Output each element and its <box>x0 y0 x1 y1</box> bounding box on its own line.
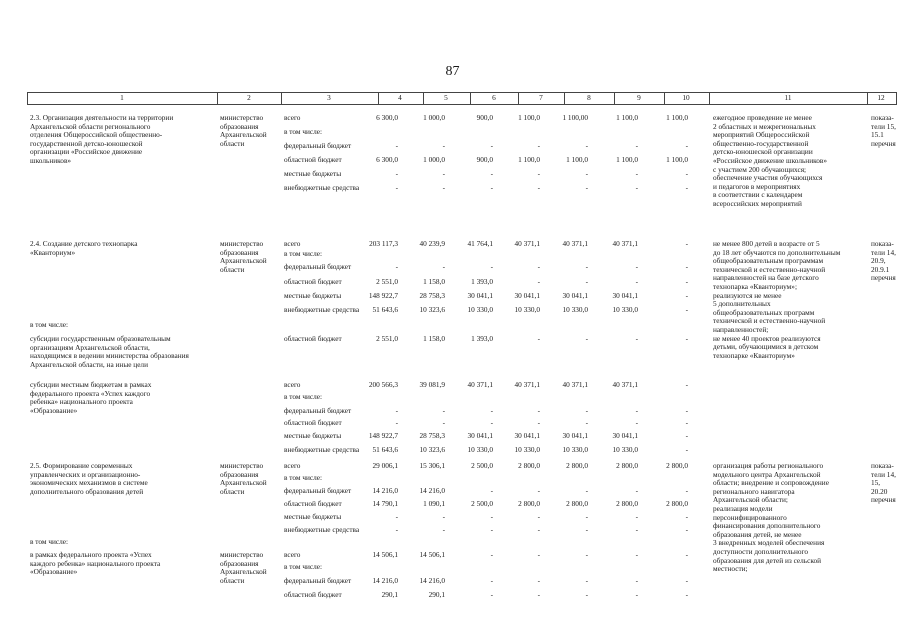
federal-value: - <box>490 486 493 495</box>
total-value: 6 300,0 <box>376 113 398 122</box>
regional-value: 2 800,0 <box>566 499 588 508</box>
local-value: - <box>537 169 540 178</box>
column-header: 10 <box>682 93 690 102</box>
total-value: 1 100,0 <box>616 113 638 122</box>
funding-local-label: местные бюджеты <box>284 431 342 440</box>
column-divider <box>281 92 282 104</box>
funding-regional-label: областной бюджет <box>284 418 342 427</box>
regional-value: 1 100,0 <box>666 155 688 164</box>
regional-value: 2 800,0 <box>616 499 638 508</box>
sub-local-value: 30 041,1 <box>612 431 638 440</box>
column-divider <box>217 92 218 104</box>
regional-value: - <box>585 277 588 286</box>
sub-regional-value: - <box>635 418 638 427</box>
regional-value: - <box>537 277 540 286</box>
sub-regional-value: - <box>395 418 398 427</box>
including-label: в том числе: <box>284 473 323 482</box>
sub-offbudget-value: 10 323,6 <box>419 445 445 454</box>
including-row-label: в том числе: <box>30 537 69 546</box>
regional-value: 14 790,1 <box>372 499 398 508</box>
executor: министерство образования Архангельской области <box>220 239 267 274</box>
sub-regional-value: 2 551,0 <box>376 334 398 343</box>
federal-value: - <box>537 262 540 271</box>
regional-value: 2 500,0 <box>471 499 493 508</box>
offbudget-value: - <box>442 525 445 534</box>
sub-local-value: 30 041,1 <box>562 431 588 440</box>
offbudget-value: - <box>490 525 493 534</box>
federal-value: - <box>395 141 398 150</box>
local-value: - <box>490 512 493 521</box>
federal-value: - <box>685 262 688 271</box>
indicators: показа- тели 15, 15.1 перечня <box>871 113 896 148</box>
total-value: 15 306,1 <box>419 461 445 470</box>
offbudget-value: - <box>685 525 688 534</box>
item-name: 2.4. Создание детского технопарка «Кванториум» <box>30 239 138 257</box>
federal-value: 14 216,0 <box>419 486 445 495</box>
expected-result: не менее 800 детей в возрасте от 5 до 18 лет обучаются по дополнительным общеобразовательным программам технической и естественно-научной направленностей на базе детского технопарка «Кванториум»; реализуются не менее 5 дополнительных общеобразовательных программ технической и естественно-научной направленностей; не менее 40 проектов реализуются детьми, обучающимися в детском технопарке «Кванториум» <box>713 239 841 360</box>
sub-regional-value: - <box>635 334 638 343</box>
local-value: - <box>585 512 588 521</box>
column-header: 11 <box>784 93 792 102</box>
sub-offbudget-value: 10 330,0 <box>562 445 588 454</box>
column-divider <box>709 92 710 104</box>
offbudget-value: - <box>685 183 688 192</box>
item-name: 2.3. Организация деятельности на территории Архангельской области регионального отделения Общероссийской общественно- государственной детско-юношеской организации «Российское движение школьников» <box>30 113 174 165</box>
sub-total-value: 14 506,1 <box>372 550 398 559</box>
sub-regional-value: - <box>537 418 540 427</box>
total-value: 29 006,1 <box>372 461 398 470</box>
total-value: 40 371,1 <box>562 239 588 248</box>
column-divider <box>378 92 379 104</box>
sub-total-value: 40 371,1 <box>514 380 540 389</box>
sub-federal-value: - <box>585 406 588 415</box>
column-header: 12 <box>877 93 885 102</box>
offbudget-value: 10 323,6 <box>419 305 445 314</box>
regional-value: 2 800,0 <box>666 499 688 508</box>
local-value: - <box>635 169 638 178</box>
item-name: 2.5. Формирование современных управленческих и организационно- экономических механизмов в системе дополнительного образования детей <box>30 461 148 496</box>
federal-value: - <box>442 141 445 150</box>
funding-federal-label: федеральный бюджет <box>284 486 352 495</box>
sub-local-value: 148 922,7 <box>368 431 398 440</box>
sub-federal-value: - <box>537 406 540 415</box>
sub-federal-value: - <box>537 576 540 585</box>
executor: министерство образования Архангельской области <box>220 461 267 496</box>
offbudget-value: - <box>537 525 540 534</box>
total-value: 40 371,1 <box>514 239 540 248</box>
regional-value: 1 100,0 <box>566 155 588 164</box>
column-header: 5 <box>444 93 448 102</box>
federal-value: - <box>442 262 445 271</box>
federal-value: - <box>395 262 398 271</box>
sub-regional-value: - <box>685 334 688 343</box>
sub-regional-value: - <box>490 590 493 599</box>
sub-regional-value: 1 393,0 <box>471 334 493 343</box>
sub-regional-value: - <box>585 418 588 427</box>
local-value: 30 041,1 <box>612 291 638 300</box>
funding-local-label: местные бюджеты <box>284 169 342 178</box>
sub-regional-value: - <box>442 418 445 427</box>
including-label: в том числе: <box>284 249 323 258</box>
column-divider <box>518 92 519 104</box>
total-value: 2 800,0 <box>566 461 588 470</box>
expected-result: ежегодное проведение не менее 2 областных и межрегиональных мероприятий Общероссийской общественно-государственной детско-юношеской организации «Российское движение школьников» с участием 200 обучающихся; обеспечение участия обучающихся и педагогов в мероприятиях в соответствии с календарем всероссийских мероприятий <box>713 113 828 208</box>
federal-value: - <box>537 141 540 150</box>
header-row-border <box>27 104 897 105</box>
federal-value: - <box>585 141 588 150</box>
regional-value: 1 100,0 <box>518 155 540 164</box>
offbudget-value: - <box>585 525 588 534</box>
column-header: 9 <box>637 93 641 102</box>
funding-federal-label: федеральный бюджет <box>284 141 352 150</box>
column-header: 7 <box>539 93 543 102</box>
regional-value: 2 800,0 <box>518 499 540 508</box>
regional-value: 1 158,0 <box>423 277 445 286</box>
sub-total-value: - <box>585 550 588 559</box>
sub-offbudget-value: 10 330,0 <box>467 445 493 454</box>
local-value: 30 041,1 <box>467 291 493 300</box>
column-header: 3 <box>327 93 331 102</box>
funding-total-label: всего <box>284 239 301 248</box>
funding-regional-label: областной бюджет <box>284 334 342 343</box>
regional-value: 1 090,1 <box>423 499 445 508</box>
sub-federal-value: - <box>490 576 493 585</box>
offbudget-value: 10 330,0 <box>612 305 638 314</box>
sub-total-value: 40 371,1 <box>562 380 588 389</box>
federal-value: - <box>635 262 638 271</box>
sub-federal-value: - <box>585 576 588 585</box>
funding-regional-label: областной бюджет <box>284 590 342 599</box>
sub-offbudget-value: - <box>685 445 688 454</box>
offbudget-value: - <box>395 183 398 192</box>
funding-offbudget-label: внебюджетные средства <box>284 305 360 314</box>
column-divider <box>564 92 565 104</box>
sub-federal-value: - <box>442 406 445 415</box>
expected-result: организация работы регионального модельного центра Архангельской области; внедрение и сопровождение регионального навигатора Архангельской области; реализация модели персонифицированного финансирования дополнительного образования детей, не менее 3 внедренных моделей обеспечения доступности дополнительного образования для детей из сельской местности; <box>713 461 829 574</box>
column-divider <box>664 92 665 104</box>
offbudget-value: - <box>442 183 445 192</box>
subitem-name: субсидии местным бюджетам в рамках федерального проекта «Успех каждого ребенка» национального проекта «Образование» <box>30 380 152 415</box>
sub-regional-value: - <box>685 590 688 599</box>
federal-value: - <box>685 486 688 495</box>
sub-total-value: 200 566,3 <box>368 380 398 389</box>
local-value: - <box>442 169 445 178</box>
sub-total-value: 14 506,1 <box>419 550 445 559</box>
column-header: 4 <box>398 93 402 102</box>
total-value: 41 764,1 <box>467 239 493 248</box>
total-value: 1 000,0 <box>423 113 445 122</box>
total-value: 40 371,1 <box>612 239 638 248</box>
funding-total-label: всего <box>284 380 301 389</box>
funding-total-label: всего <box>284 550 301 559</box>
funding-federal-label: федеральный бюджет <box>284 576 352 585</box>
column-divider <box>27 92 28 104</box>
total-value: 1 100,0 <box>666 113 688 122</box>
local-value: - <box>635 512 638 521</box>
offbudget-value: 10 330,0 <box>562 305 588 314</box>
funding-regional-label: областной бюджет <box>284 155 342 164</box>
sub-federal-value: 14 216,0 <box>372 576 398 585</box>
regional-value: 1 393,0 <box>471 277 493 286</box>
subitem-name: в рамках федерального проекта «Успех каждого ребенка» национального проекта «Образование» <box>30 550 161 577</box>
local-value: 148 922,7 <box>368 291 398 300</box>
table-top-border <box>27 92 897 93</box>
sub-federal-value: - <box>395 406 398 415</box>
funding-offbudget-label: внебюджетные средства <box>284 183 360 192</box>
local-value: - <box>395 512 398 521</box>
budget-table <box>27 92 897 640</box>
local-value: - <box>685 512 688 521</box>
sub-regional-value: - <box>585 334 588 343</box>
funding-local-label: местные бюджеты <box>284 291 342 300</box>
federal-value: - <box>537 486 540 495</box>
funding-local-label: местные бюджеты <box>284 512 342 521</box>
total-value: 900,0 <box>476 113 493 122</box>
sub-regional-value: - <box>537 334 540 343</box>
local-value: 30 041,1 <box>562 291 588 300</box>
federal-value: - <box>585 486 588 495</box>
federal-value: 14 216,0 <box>372 486 398 495</box>
sub-local-value: - <box>685 431 688 440</box>
sub-regional-value: 290,1 <box>428 590 445 599</box>
sub-offbudget-value: 10 330,0 <box>514 445 540 454</box>
local-value: - <box>585 169 588 178</box>
sub-federal-value: 14 216,0 <box>419 576 445 585</box>
federal-value: - <box>635 486 638 495</box>
executor: министерство образования Архангельской области <box>220 113 267 148</box>
regional-value: - <box>685 277 688 286</box>
federal-value: - <box>490 262 493 271</box>
regional-value: - <box>635 277 638 286</box>
local-value: - <box>490 169 493 178</box>
local-value: - <box>685 169 688 178</box>
offbudget-value: 10 330,0 <box>514 305 540 314</box>
regional-value: 1 100,0 <box>616 155 638 164</box>
local-value: 30 041,1 <box>514 291 540 300</box>
sub-regional-value: 1 158,0 <box>423 334 445 343</box>
sub-total-value: 39 081,9 <box>419 380 445 389</box>
funding-total-label: всего <box>284 113 301 122</box>
sub-local-value: 28 758,3 <box>419 431 445 440</box>
sub-total-value: 40 371,1 <box>467 380 493 389</box>
sub-offbudget-value: 10 330,0 <box>612 445 638 454</box>
column-header: 6 <box>492 93 496 102</box>
offbudget-value: - <box>537 183 540 192</box>
offbudget-value: - <box>585 183 588 192</box>
sub-federal-value: - <box>685 576 688 585</box>
local-value: - <box>685 291 688 300</box>
sub-offbudget-value: 51 643,6 <box>372 445 398 454</box>
funding-federal-label: федеральный бюджет <box>284 262 352 271</box>
sub-regional-value: - <box>585 590 588 599</box>
sub-federal-value: - <box>685 406 688 415</box>
total-value: 203 117,3 <box>369 239 398 248</box>
funding-regional-label: областной бюджет <box>284 277 342 286</box>
offbudget-value: 51 643,6 <box>372 305 398 314</box>
indicators: показа- тели 14, 20.9, 20.9.1 перечня <box>871 239 896 283</box>
sub-federal-value: - <box>490 406 493 415</box>
sub-local-value: 30 041,1 <box>467 431 493 440</box>
federal-value: - <box>585 262 588 271</box>
regional-value: 1 000,0 <box>423 155 445 164</box>
funding-total-label: всего <box>284 461 301 470</box>
column-divider <box>470 92 471 104</box>
federal-value: - <box>685 141 688 150</box>
sub-total-value: - <box>537 550 540 559</box>
total-value: 2 800,0 <box>666 461 688 470</box>
regional-value: 6 300,0 <box>376 155 398 164</box>
funding-regional-label: областной бюджет <box>284 499 342 508</box>
sub-regional-value: 290,1 <box>381 590 398 599</box>
federal-value: - <box>490 141 493 150</box>
sub-local-value: 30 041,1 <box>514 431 540 440</box>
offbudget-value: - <box>635 183 638 192</box>
sub-total-value: - <box>685 380 688 389</box>
subitem-name: субсидии государственным образовательным организациям Архангельской области, находящимся в ведении министерства образования Архангельской области, на иные цели <box>30 334 189 369</box>
including-label: в том числе: <box>284 392 323 401</box>
page-number: 87 <box>445 64 460 79</box>
funding-offbudget-label: внебюджетные средства <box>284 525 360 534</box>
local-value: - <box>395 169 398 178</box>
column-header: 1 <box>120 93 124 102</box>
sub-regional-value: - <box>635 590 638 599</box>
local-value: - <box>537 512 540 521</box>
total-value: 1 100,0 <box>518 113 540 122</box>
sub-regional-value: - <box>685 418 688 427</box>
regional-value: 900,0 <box>476 155 493 164</box>
including-label: в том числе: <box>284 127 323 136</box>
column-divider <box>423 92 424 104</box>
sub-total-value: - <box>635 550 638 559</box>
sub-total-value: - <box>685 550 688 559</box>
funding-offbudget-label: внебюджетные средства <box>284 445 360 454</box>
federal-value: - <box>635 141 638 150</box>
column-divider <box>614 92 615 104</box>
total-value: - <box>685 239 688 248</box>
total-value: 1 100,00 <box>562 113 588 122</box>
total-value: 2 500,0 <box>471 461 493 470</box>
total-value: 2 800,0 <box>616 461 638 470</box>
offbudget-value: - <box>685 305 688 314</box>
sub-regional-value: - <box>490 418 493 427</box>
offbudget-value: - <box>395 525 398 534</box>
indicators: показа- тели 14, 15, 20.20 перечня <box>871 461 896 505</box>
including-label: в том числе: <box>284 562 323 571</box>
column-header: 2 <box>247 93 251 102</box>
regional-value: 2 551,0 <box>376 277 398 286</box>
including-row-label: в том числе: <box>30 320 69 329</box>
sub-regional-value: - <box>537 590 540 599</box>
offbudget-value: - <box>490 183 493 192</box>
sub-total-value: 40 371,1 <box>612 380 638 389</box>
local-value: 28 758,3 <box>419 291 445 300</box>
offbudget-value: - <box>635 525 638 534</box>
total-value: 40 239,9 <box>419 239 445 248</box>
executor: министерство образования Архангельской области <box>220 550 267 585</box>
local-value: - <box>442 512 445 521</box>
funding-federal-label: федеральный бюджет <box>284 406 352 415</box>
sub-total-value: - <box>490 550 493 559</box>
sub-federal-value: - <box>635 406 638 415</box>
total-value: 2 800,0 <box>518 461 540 470</box>
column-header: 8 <box>587 93 591 102</box>
sub-federal-value: - <box>635 576 638 585</box>
offbudget-value: 10 330,0 <box>467 305 493 314</box>
